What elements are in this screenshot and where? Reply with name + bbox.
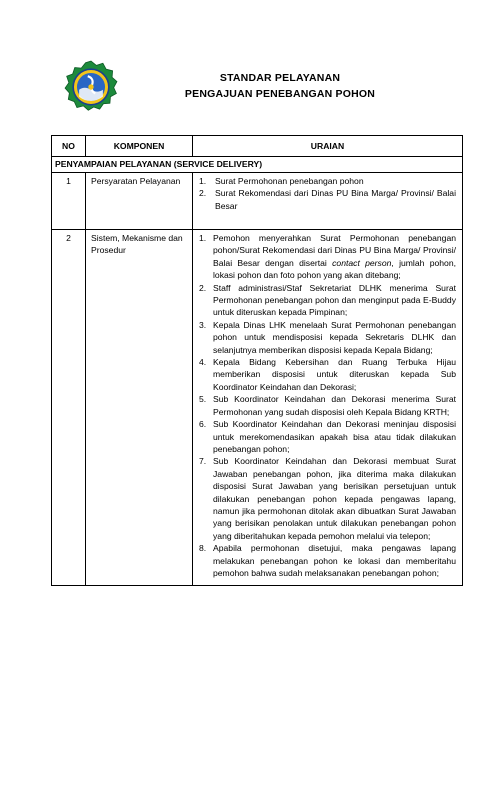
table-row bbox=[52, 230, 463, 586]
list-item: 1. Pemohon menyerahkan Surat Permohonan penebangan pohon/Surat Rekomendasi dari Dinas PU Bina Marga/ Provinsi/ Balai Besar dengan disertai contact person, jumlah pohon, lokasi pohon dan foto pohon yang akan ditebang; bbox=[199, 233, 456, 281]
row-number: 2 bbox=[52, 230, 86, 586]
list-item: 7. Sub Koordinator Keindahan dan Dekorasi membuat Surat Jawaban penebangan pohon, jika diterima maka dilakukan disposisi Surat Jawaban yang berisikan persetujuan untuk dilakukan penebangan pohon kepada pengawas lapang, namun jika permohonan ditolak akan dibuatkan Surat Jawaban yang berisikan penolakan untuk dilakukan penebangan pohon yang diberitahukan kepada pemohon melalui via telepon; bbox=[199, 456, 456, 541]
regional-emblem-logo bbox=[64, 60, 118, 114]
header-no: NO bbox=[52, 136, 86, 157]
row-number: 1 bbox=[52, 173, 86, 230]
row-komponen: Sistem, Mekanisme dan Prosedur bbox=[86, 230, 193, 586]
row-uraian bbox=[193, 173, 463, 230]
list-item: 2. Staff administrasi/Staf Sekretariat DLHK menerima Surat Permohonan penebangan pohon dan menginput pada E-Buddy untuk diteruskan kepada Pimpinan; bbox=[199, 282, 456, 318]
list-item: 8. Apabila permohonan disetujui, maka pengawas lapang melakukan penebangan pohon ke lokasi dan memberitahu pemohon bahwa sudah melaksanakan penebangan pohon; bbox=[199, 543, 456, 578]
row-komponen: Persyaratan Pelayanan bbox=[86, 173, 193, 230]
document-title-line-1: STANDAR PELAYANAN bbox=[219, 72, 341, 84]
requirements-list bbox=[199, 175, 456, 212]
document-title-line-2: PENGAJUAN PENEBANGAN POHON bbox=[184, 88, 376, 100]
procedure-list bbox=[199, 232, 456, 579]
section-row bbox=[52, 157, 463, 173]
service-standard-table bbox=[51, 135, 463, 586]
row-uraian bbox=[193, 230, 463, 586]
list-item: 2. Surat Rekomendasi dari Dinas PU Bina Marga/ Provinsi/ Balai Besar bbox=[199, 188, 456, 211]
list-item: 5. Sub Koordinator Keindahan dan Dekorasi menerima Surat Permohonan yang sudah disposisi oleh Kepala Bidang KRTH; bbox=[199, 394, 456, 417]
list-item: 6. Sub Koordinator Keindahan dan Dekorasi meninjau disposisi untuk merekomendasikan apakah bisa atau tidak dilakukan penebangan pohon; bbox=[199, 419, 456, 454]
header-uraian: URAIAN bbox=[193, 136, 463, 157]
list-item: 1. Surat Permohonan penebangan pohon bbox=[199, 176, 364, 186]
table-row bbox=[52, 173, 463, 230]
header-komponen: KOMPONEN bbox=[86, 136, 193, 157]
list-item: 4. Kepala Bidang Kebersihan dan Ruang Terbuka Hijau memberikan disposisi untuk diteruskan kepada Sub Koordinator Keindahan dan Dekorasi; bbox=[199, 357, 456, 392]
section-title: PENYAMPAIAN PELAYANAN (SERVICE DELIVERY) bbox=[52, 157, 463, 173]
list-item: 3. Kepala Dinas LHK menelaah Surat Permohonan penebangan pohon untuk mendisposisi kepada Sekretaris DLHK dan selanjutnya memberikan disposisi kepada Kepala Bidang; bbox=[199, 319, 456, 355]
table-header-row bbox=[52, 136, 463, 157]
